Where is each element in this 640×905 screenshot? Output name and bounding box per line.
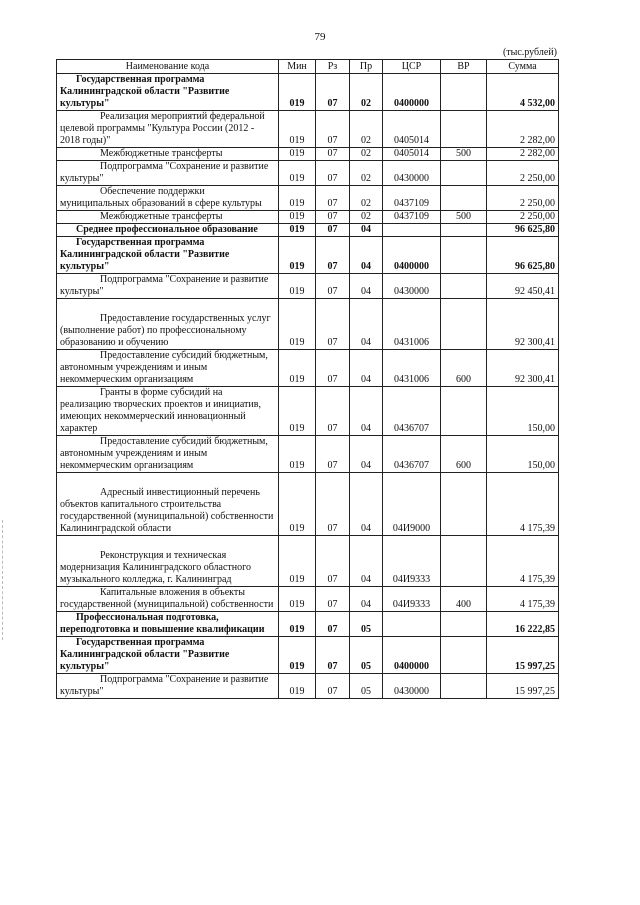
row-rz-cell: 07 (316, 211, 350, 224)
table-row (57, 224, 559, 237)
row-rz-cell: 07 (316, 612, 350, 637)
row-csr-cell: 0400000 (383, 637, 441, 674)
row-min-cell: 019 (279, 473, 316, 536)
row-vr-cell: 600 (441, 350, 487, 387)
row-name-cell: Капитальные вложения в объекты государственной (муниципальной) собственности (57, 587, 279, 612)
row-sum-cell: 150,00 (487, 436, 559, 473)
row-min-cell: 019 (279, 224, 316, 237)
row-vr-cell (441, 111, 487, 148)
table-row (57, 299, 559, 350)
row-csr-cell: 04И9333 (383, 536, 441, 587)
row-sum-cell: 4 175,39 (487, 473, 559, 536)
row-csr-cell: 0437109 (383, 186, 441, 211)
row-sum-cell: 2 250,00 (487, 161, 559, 186)
row-vr-cell: 400 (441, 587, 487, 612)
table-row (57, 536, 559, 587)
row-min-cell: 019 (279, 211, 316, 224)
row-pr-cell: 04 (350, 274, 383, 299)
row-name-cell: Гранты в форме субсидий на реализацию творческих проектов и инициатив, имеющих некоммерческий инновационный характер (57, 387, 279, 436)
row-min-cell: 019 (279, 387, 316, 436)
row-min-cell: 019 (279, 186, 316, 211)
table-row (57, 161, 559, 186)
table-row (57, 237, 559, 274)
row-sum-cell: 2 282,00 (487, 111, 559, 148)
row-sum-cell: 92 300,41 (487, 350, 559, 387)
row-vr-cell (441, 161, 487, 186)
row-vr-cell (441, 387, 487, 436)
row-rz-cell: 07 (316, 237, 350, 274)
row-sum-cell: 96 625,80 (487, 224, 559, 237)
row-sum-cell: 2 282,00 (487, 148, 559, 161)
row-pr-cell: 05 (350, 674, 383, 699)
column-header-min: Мин (279, 60, 316, 74)
row-name-cell: Предоставление субсидий бюджетным, автономным учреждениям и иным некоммерческим организациям (57, 350, 279, 387)
table-row (57, 111, 559, 148)
row-vr-cell (441, 536, 487, 587)
row-min-cell: 019 (279, 274, 316, 299)
row-vr-cell (441, 237, 487, 274)
row-pr-cell: 04 (350, 237, 383, 274)
table-header-row (57, 60, 559, 74)
row-name-cell: Подпрограмма "Сохранение и развитие культуры" (57, 274, 279, 299)
row-vr-cell (441, 74, 487, 111)
row-rz-cell: 07 (316, 587, 350, 612)
row-name-cell: Адресный инвестиционный перечень объектов капитального строительства государственной (муниципальной) собственности Калининградской области (57, 473, 279, 536)
scan-artifact-line (2, 520, 4, 640)
row-rz-cell: 07 (316, 299, 350, 350)
table-row (57, 274, 559, 299)
row-sum-cell: 92 450,41 (487, 274, 559, 299)
table-row (57, 473, 559, 536)
column-header-vr: ВР (441, 60, 487, 74)
row-pr-cell: 02 (350, 211, 383, 224)
row-rz-cell: 07 (316, 161, 350, 186)
row-name-cell: Государственная программа Калининградской области "Развитие культуры" (57, 637, 279, 674)
row-name-cell: Среднее профессиональное образование (57, 224, 279, 237)
row-sum-cell: 4 532,00 (487, 74, 559, 111)
row-csr-cell: 0436707 (383, 387, 441, 436)
table-row (57, 436, 559, 473)
row-sum-cell: 2 250,00 (487, 211, 559, 224)
row-rz-cell: 07 (316, 387, 350, 436)
row-vr-cell (441, 299, 487, 350)
row-vr-cell (441, 637, 487, 674)
column-header-rz: Рз (316, 60, 350, 74)
row-vr-cell: 500 (441, 148, 487, 161)
row-min-cell: 019 (279, 148, 316, 161)
row-name-cell: Государственная программа Калининградской области "Развитие культуры" (57, 74, 279, 111)
row-min-cell: 019 (279, 299, 316, 350)
table-row (57, 674, 559, 699)
row-name-cell: Межбюджетные трансферты (57, 148, 279, 161)
row-csr-cell (383, 224, 441, 237)
row-vr-cell (441, 224, 487, 237)
row-pr-cell: 04 (350, 536, 383, 587)
row-csr-cell: 0436707 (383, 436, 441, 473)
row-pr-cell: 04 (350, 350, 383, 387)
row-pr-cell: 02 (350, 161, 383, 186)
row-csr-cell: 0431006 (383, 350, 441, 387)
row-pr-cell: 04 (350, 224, 383, 237)
row-rz-cell: 07 (316, 674, 350, 699)
row-min-cell: 019 (279, 237, 316, 274)
row-sum-cell: 15 997,25 (487, 674, 559, 699)
row-csr-cell: 0405014 (383, 111, 441, 148)
row-rz-cell: 07 (316, 274, 350, 299)
row-rz-cell: 07 (316, 111, 350, 148)
table-row (57, 612, 559, 637)
table-row (57, 637, 559, 674)
row-rz-cell: 07 (316, 536, 350, 587)
table-row (57, 148, 559, 161)
row-pr-cell: 02 (350, 186, 383, 211)
table-row (57, 74, 559, 111)
row-vr-cell: 600 (441, 436, 487, 473)
row-csr-cell: 0430000 (383, 161, 441, 186)
row-pr-cell: 02 (350, 74, 383, 111)
column-header-pr: Пр (350, 60, 383, 74)
row-pr-cell: 02 (350, 111, 383, 148)
row-csr-cell: 0430000 (383, 674, 441, 699)
row-rz-cell: 07 (316, 350, 350, 387)
row-name-cell: Государственная программа Калининградской области "Развитие культуры" (57, 237, 279, 274)
row-csr-cell: 0405014 (383, 148, 441, 161)
row-vr-cell (441, 473, 487, 536)
column-header-csr: ЦСР (383, 60, 441, 74)
units-label: (тыс.рублей) (502, 47, 557, 58)
row-name-cell: Реализация мероприятий федеральной целевой программы "Культура России (2012 - 2018 годы)" (57, 111, 279, 148)
row-min-cell: 019 (279, 637, 316, 674)
row-pr-cell: 04 (350, 436, 383, 473)
row-name-cell: Межбюджетные трансферты (57, 211, 279, 224)
row-name-cell: Обеспечение поддержки муниципальных образований в сфере культуры (57, 186, 279, 211)
row-pr-cell: 04 (350, 587, 383, 612)
row-vr-cell (441, 274, 487, 299)
column-header-sum: Сумма (487, 60, 559, 74)
table-row (57, 211, 559, 224)
row-csr-cell (383, 612, 441, 637)
row-vr-cell (441, 186, 487, 211)
table-body (57, 74, 559, 699)
row-sum-cell: 150,00 (487, 387, 559, 436)
row-csr-cell: 04И9333 (383, 587, 441, 612)
row-name-cell: Предоставление субсидий бюджетным, автономным учреждениям и иным некоммерческим организациям (57, 436, 279, 473)
row-sum-cell: 92 300,41 (487, 299, 559, 350)
row-name-cell: Подпрограмма "Сохранение и развитие культуры" (57, 161, 279, 186)
row-rz-cell: 07 (316, 148, 350, 161)
row-min-cell: 019 (279, 587, 316, 612)
row-rz-cell: 07 (316, 186, 350, 211)
row-rz-cell: 07 (316, 74, 350, 111)
row-min-cell: 019 (279, 74, 316, 111)
row-csr-cell: 04И9000 (383, 473, 441, 536)
page-number: 79 (314, 31, 326, 43)
row-csr-cell: 0437109 (383, 211, 441, 224)
row-csr-cell: 0400000 (383, 237, 441, 274)
row-min-cell: 019 (279, 111, 316, 148)
row-vr-cell: 500 (441, 211, 487, 224)
row-rz-cell: 07 (316, 637, 350, 674)
table-row (57, 387, 559, 436)
row-pr-cell: 04 (350, 387, 383, 436)
row-sum-cell: 96 625,80 (487, 237, 559, 274)
row-pr-cell: 05 (350, 612, 383, 637)
row-name-cell: Предоставление государственных услуг (выполнение работ) по профессиональному образованию и обучению (57, 299, 279, 350)
column-header-name: Наименование кода (57, 60, 279, 74)
row-pr-cell: 04 (350, 299, 383, 350)
row-pr-cell: 05 (350, 637, 383, 674)
row-csr-cell: 0431006 (383, 299, 441, 350)
row-rz-cell: 07 (316, 436, 350, 473)
row-min-cell: 019 (279, 161, 316, 186)
row-sum-cell: 4 175,39 (487, 587, 559, 612)
row-pr-cell: 02 (350, 148, 383, 161)
row-min-cell: 019 (279, 612, 316, 637)
row-min-cell: 019 (279, 674, 316, 699)
row-csr-cell: 0430000 (383, 274, 441, 299)
row-name-cell: Профессиональная подготовка, переподготовка и повышение квалификации (57, 612, 279, 637)
row-name-cell: Подпрограмма "Сохранение и развитие культуры" (57, 674, 279, 699)
table-row (57, 186, 559, 211)
row-min-cell: 019 (279, 350, 316, 387)
row-name-cell: Реконструкция и техническая модернизация Калининградского областного музыкального колледжа, г. Калининград (57, 536, 279, 587)
row-rz-cell: 07 (316, 224, 350, 237)
row-vr-cell (441, 674, 487, 699)
row-sum-cell: 15 997,25 (487, 637, 559, 674)
row-pr-cell: 04 (350, 473, 383, 536)
table-row (57, 350, 559, 387)
row-min-cell: 019 (279, 536, 316, 587)
row-min-cell: 019 (279, 436, 316, 473)
row-vr-cell (441, 612, 487, 637)
row-sum-cell: 4 175,39 (487, 536, 559, 587)
budget-table (56, 59, 559, 699)
row-sum-cell: 2 250,00 (487, 186, 559, 211)
table-row (57, 587, 559, 612)
row-rz-cell: 07 (316, 473, 350, 536)
row-sum-cell: 16 222,85 (487, 612, 559, 637)
row-csr-cell: 0400000 (383, 74, 441, 111)
